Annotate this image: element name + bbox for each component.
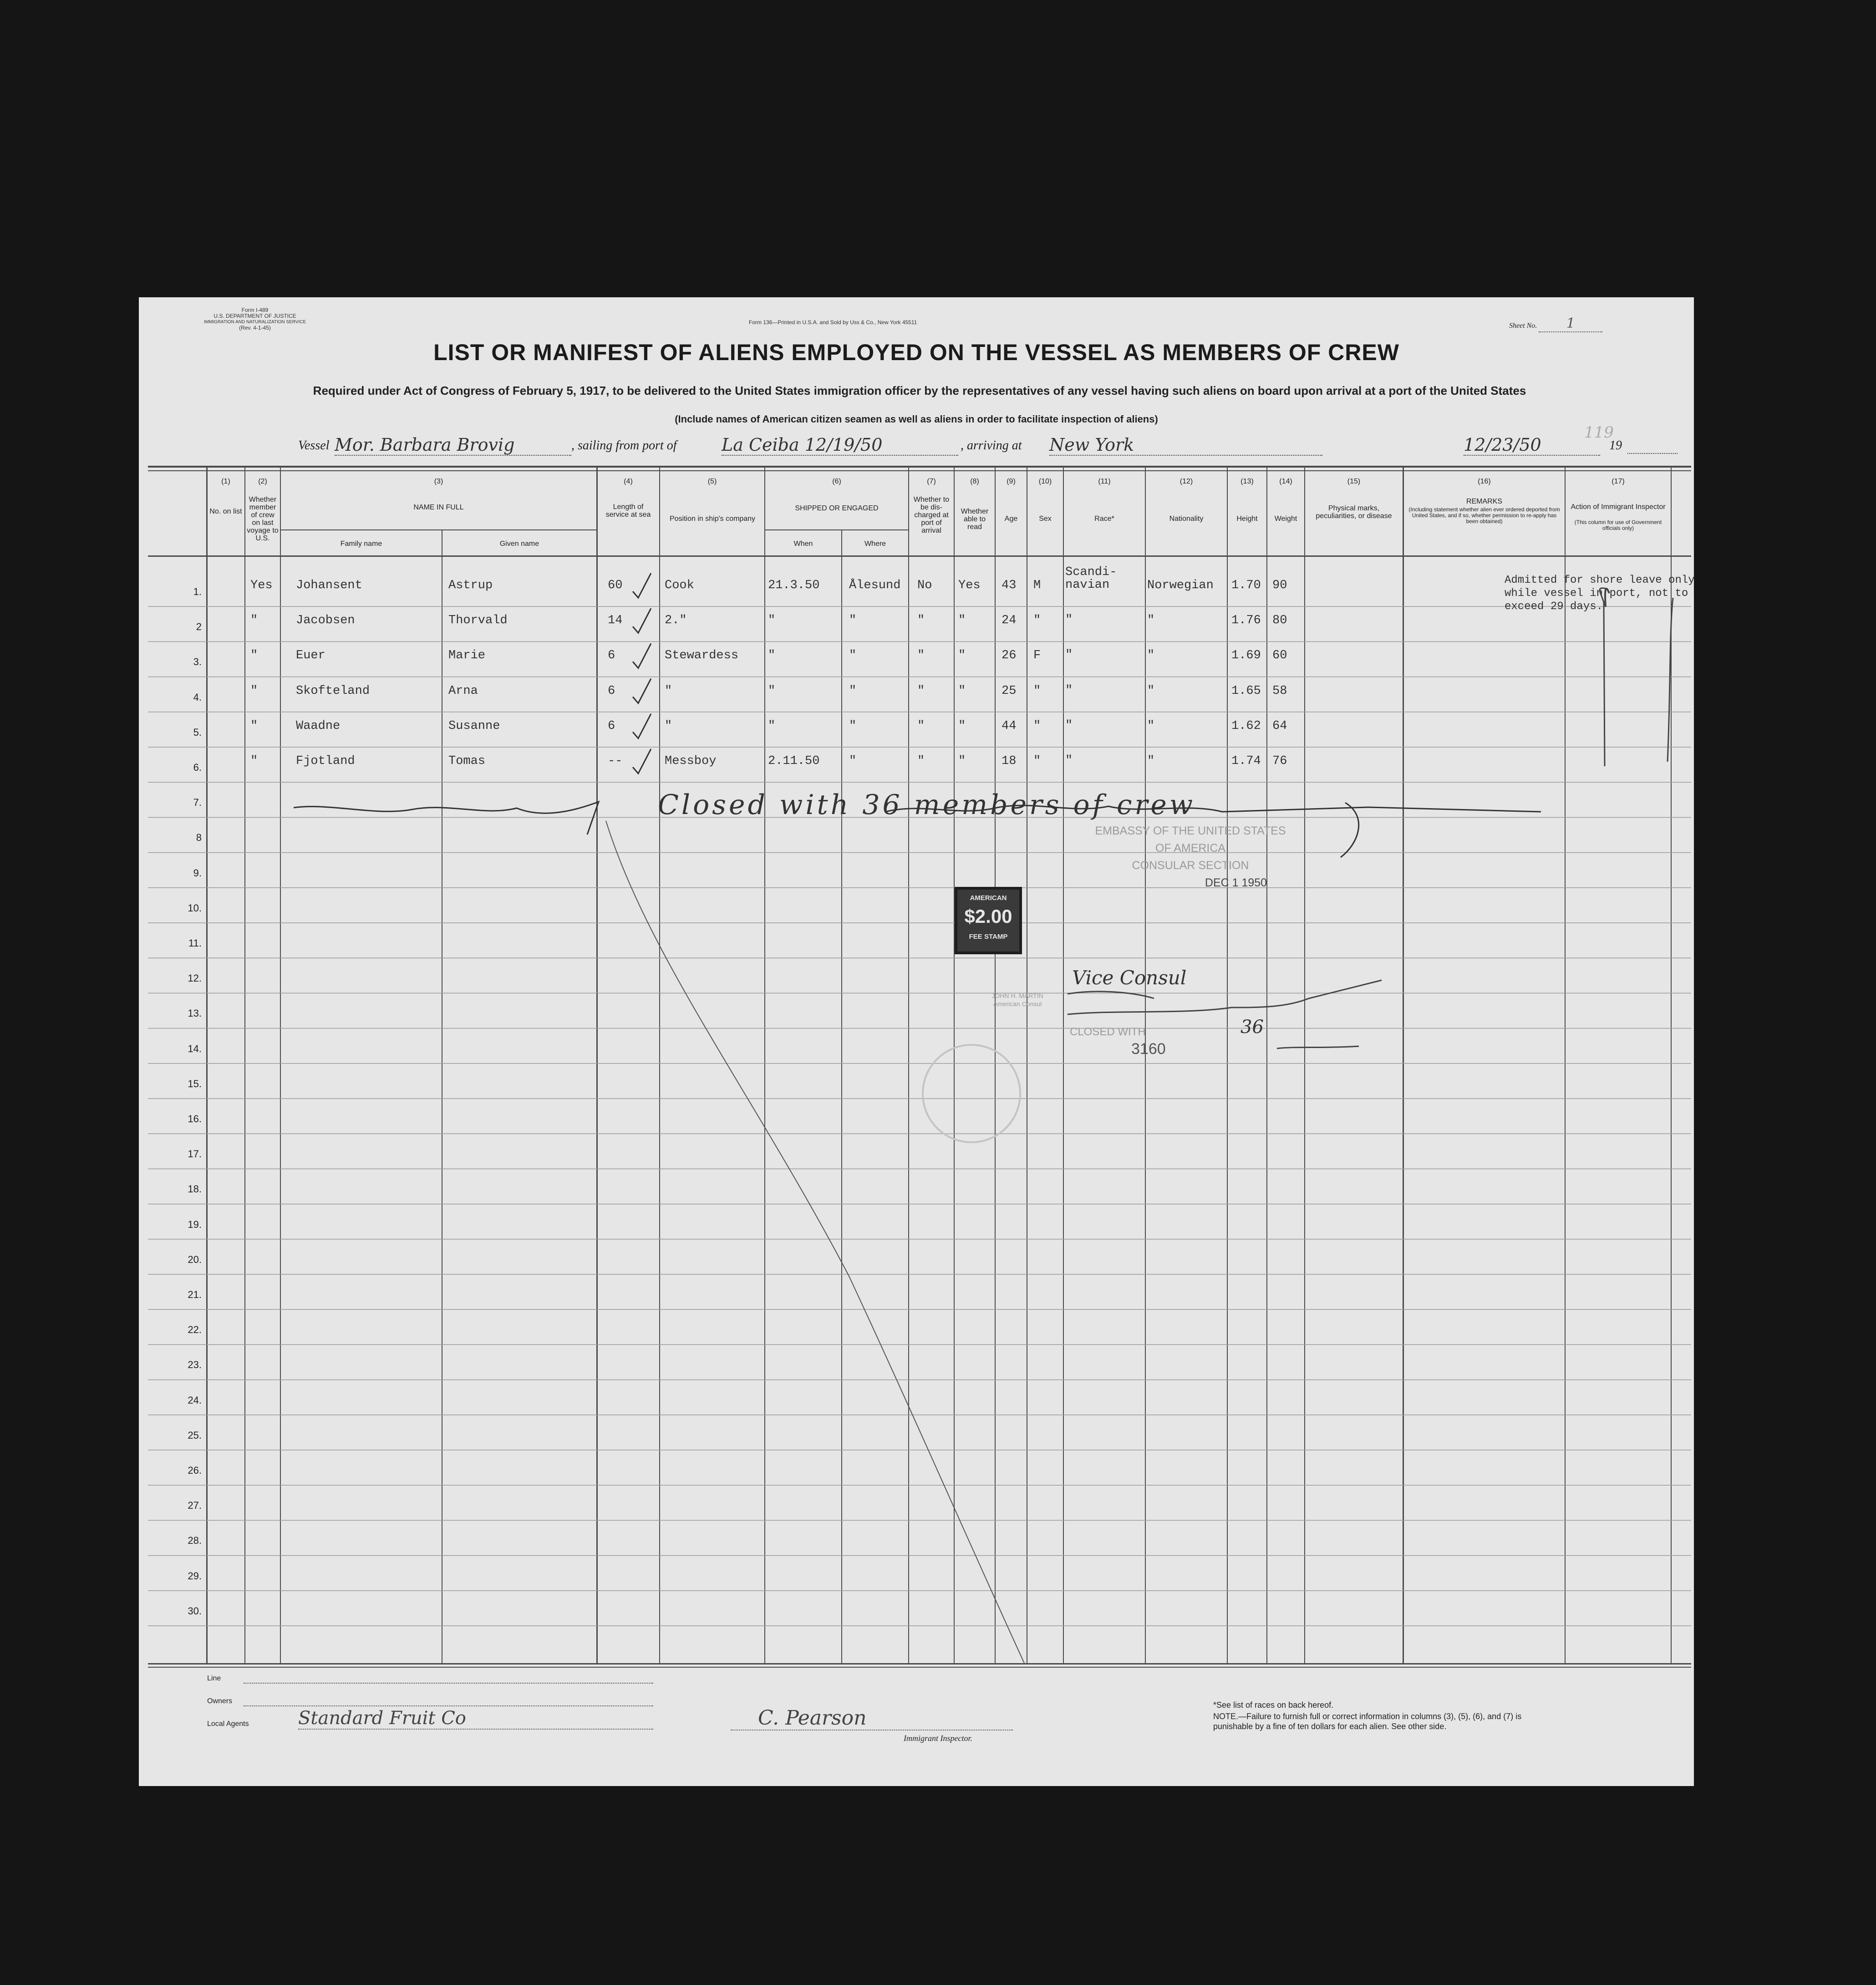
crew-nationality: Norwegian bbox=[1147, 579, 1214, 592]
sailing-label: , sailing from port of bbox=[571, 438, 677, 453]
printer-line: Form 136—Printed in U.S.A. and Sold by Uss & Co., New York 45511 bbox=[749, 319, 917, 326]
fee-stamp-top: AMERICAN bbox=[970, 894, 1007, 902]
agents-label: Local Agents bbox=[207, 1720, 249, 1728]
col-num-15: (15) bbox=[1347, 478, 1361, 485]
year-label: 19 bbox=[1609, 438, 1622, 453]
crew-family: Skofteland bbox=[296, 684, 370, 698]
fee-stamp bbox=[955, 887, 1022, 954]
crew-discharged: " bbox=[917, 649, 925, 663]
row-number: 9. bbox=[193, 867, 202, 879]
col-num-13: (13) bbox=[1240, 478, 1254, 485]
row-number: 21. bbox=[188, 1289, 202, 1300]
crew-family: Euer bbox=[296, 649, 325, 663]
arriving-label: , arriving at bbox=[961, 438, 1022, 453]
crew-where: " bbox=[849, 649, 857, 663]
row-number: 5. bbox=[193, 726, 202, 738]
col-num-16: (16) bbox=[1478, 478, 1491, 485]
crew-age: 26 bbox=[1002, 649, 1017, 663]
closed-stamp-number: 3160 bbox=[1131, 1040, 1166, 1058]
crew-when: 21.3.50 bbox=[768, 579, 820, 592]
col-header-remarks: REMARKS bbox=[1466, 498, 1503, 505]
col-header-length: Length of service at sea bbox=[605, 503, 651, 519]
row-number: 26. bbox=[188, 1465, 202, 1476]
crew-when: " bbox=[768, 684, 776, 698]
row-number: 12. bbox=[188, 972, 202, 984]
closed-note: Closed with 36 members of crew bbox=[658, 789, 1196, 821]
crew-discharged: " bbox=[917, 684, 925, 698]
embossed-seal bbox=[922, 1044, 1021, 1143]
inspector-signature: C. Pearson bbox=[731, 1706, 1013, 1731]
footer-note: NOTE.—Failure to furnish full or correct information in columns (3), (5), (6), and (7) is punishable by a fine of ten dollars for each alien. See other side. bbox=[1213, 1712, 1522, 1731]
row-number: 27. bbox=[188, 1500, 202, 1512]
consul-signature: Vice Consul bbox=[1072, 967, 1187, 989]
col-header-height: Height bbox=[1236, 515, 1258, 523]
vessel-name: Mor. Barbara Brovig bbox=[335, 435, 571, 456]
consul-name-stamp bbox=[958, 992, 1077, 1008]
row-number: 1. bbox=[193, 586, 202, 597]
consular-stamp-line2: OF AMERICA bbox=[1155, 842, 1226, 855]
col-header-given: Given name bbox=[499, 540, 539, 548]
col-num-4: (4) bbox=[624, 478, 633, 485]
crew-position: 2." bbox=[665, 614, 687, 628]
col-num-11: (11) bbox=[1098, 478, 1111, 485]
corner-number: 119 bbox=[1584, 423, 1614, 442]
crew-weight: 58 bbox=[1272, 684, 1287, 698]
crew-length: 14 bbox=[608, 614, 623, 628]
col-num-5: (5) bbox=[707, 478, 717, 485]
agents-value: Standard Fruit Co bbox=[298, 1708, 653, 1730]
consular-stamp-line3: CONSULAR SECTION bbox=[1132, 859, 1249, 872]
col-header-name: NAME IN FULL bbox=[413, 504, 464, 511]
row-number: 20. bbox=[188, 1253, 202, 1265]
arrival-date: 12/23/50 bbox=[1464, 435, 1600, 456]
col-header-no: No. on list bbox=[209, 508, 242, 515]
crew-member: " bbox=[250, 614, 258, 628]
crew-age: 25 bbox=[1002, 684, 1017, 698]
row-number: 8 bbox=[196, 832, 202, 844]
consular-stamp bbox=[1049, 822, 1332, 891]
consul-name: JOHN H. MARTIN bbox=[991, 992, 1043, 999]
row-number: 11. bbox=[188, 937, 202, 949]
crew-given: Arna bbox=[448, 684, 478, 698]
crew-where: " bbox=[849, 719, 857, 733]
col-num-17: (17) bbox=[1612, 478, 1625, 485]
revision: (Rev. 4-1-45) bbox=[239, 325, 271, 331]
crew-read: Yes bbox=[958, 579, 981, 592]
sheet-label: Sheet No. bbox=[1509, 322, 1537, 330]
crew-age: 18 bbox=[1002, 754, 1017, 768]
col-header-where: Where bbox=[864, 540, 886, 548]
inspector-label: Immigrant Inspector. bbox=[904, 1734, 972, 1743]
crew-weight: 60 bbox=[1272, 649, 1287, 663]
crew-sex: F bbox=[1033, 649, 1041, 663]
col-header-position: Position in ship's company bbox=[669, 515, 756, 523]
crew-position: " bbox=[665, 719, 672, 733]
crew-position: Messboy bbox=[665, 754, 717, 768]
crew-when: " bbox=[768, 719, 776, 733]
crew-member: " bbox=[250, 684, 258, 698]
col-num-2: (2) bbox=[258, 478, 267, 485]
row-number: 3. bbox=[193, 656, 202, 668]
crew-where: " bbox=[849, 754, 857, 768]
crew-race: " bbox=[1065, 648, 1073, 662]
crew-weight: 64 bbox=[1272, 719, 1287, 733]
col-num-1: (1) bbox=[221, 478, 230, 485]
races-note: *See list of races on back hereof. bbox=[1213, 1700, 1334, 1710]
row-number: 28. bbox=[188, 1535, 202, 1547]
crew-given: Tomas bbox=[448, 754, 486, 768]
row-number: 2 bbox=[196, 621, 202, 633]
row-number: 7. bbox=[193, 797, 202, 809]
crew-nationality: " bbox=[1147, 754, 1155, 768]
col-header-member: Whether member of crew on last voyage to U.S. bbox=[247, 496, 279, 542]
closed-stamp-count: 36 bbox=[1240, 1017, 1264, 1038]
vessel-label: Vessel bbox=[298, 438, 330, 453]
crew-length: 6 bbox=[608, 684, 615, 698]
col-header-nationality: Nationality bbox=[1169, 515, 1204, 523]
crew-height: 1.76 bbox=[1231, 614, 1261, 628]
col-num-8: (8) bbox=[970, 478, 979, 485]
crew-family: Jacobsen bbox=[296, 614, 355, 628]
row-number: 15. bbox=[188, 1078, 202, 1089]
manifest-sheet bbox=[139, 297, 1694, 1786]
row-number: 13. bbox=[188, 1008, 202, 1019]
col-header-action-note: (This column for use of Government officials only) bbox=[1574, 519, 1662, 531]
crew-sex: " bbox=[1033, 719, 1041, 733]
crew-weight: 90 bbox=[1272, 579, 1287, 592]
col-num-10: (10) bbox=[1038, 478, 1052, 485]
crew-sex: " bbox=[1033, 614, 1041, 628]
requirement-text: Required under Act of Congress of February 5, 1917, to be delivered to the United States immigration officer by the representatives of any vessel having such aliens on board upon arrival at a port of the United States bbox=[313, 384, 1526, 397]
col-header-family: Family name bbox=[340, 540, 382, 548]
col-header-sex: Sex bbox=[1039, 515, 1052, 523]
crew-position: Cook bbox=[665, 579, 694, 592]
crew-race: " bbox=[1065, 683, 1073, 697]
col-num-9: (9) bbox=[1007, 478, 1016, 485]
crew-sex: " bbox=[1033, 684, 1041, 698]
crew-sex: M bbox=[1033, 579, 1041, 592]
crew-where: Ålesund bbox=[849, 579, 901, 592]
row-number: 4. bbox=[193, 691, 202, 703]
consular-stamp-date: DEC 1 1950 bbox=[1205, 876, 1267, 889]
crew-family: Waadne bbox=[296, 719, 341, 733]
col-num-3: (3) bbox=[434, 478, 443, 485]
sailing-port: La Ceiba 12/19/50 bbox=[722, 435, 958, 456]
crew-discharged: " bbox=[917, 614, 925, 628]
crew-discharged: " bbox=[917, 754, 925, 768]
crew-given: Marie bbox=[448, 649, 486, 663]
crew-age: 24 bbox=[1002, 614, 1017, 628]
crew-position: " bbox=[665, 684, 672, 698]
crew-sex: " bbox=[1033, 754, 1041, 768]
crew-where: " bbox=[849, 614, 857, 628]
crew-height: 1.69 bbox=[1231, 649, 1261, 663]
line-rule bbox=[244, 1683, 653, 1684]
fee-stamp-value: $2.00 bbox=[964, 906, 1012, 927]
row-number: 17. bbox=[188, 1148, 202, 1160]
service: IMMIGRATION AND NATURALIZATION SERVICE bbox=[203, 320, 306, 325]
crew-length: 6 bbox=[608, 649, 615, 663]
col-num-12: (12) bbox=[1179, 478, 1193, 485]
crew-race: " bbox=[1065, 754, 1073, 768]
crew-where: " bbox=[849, 684, 857, 698]
row-number: 23. bbox=[188, 1359, 202, 1371]
crew-length: 60 bbox=[608, 579, 623, 592]
crew-member: Yes bbox=[250, 579, 273, 592]
crew-when: 2.11.50 bbox=[768, 754, 820, 768]
crew-discharged: No bbox=[917, 579, 932, 592]
row-number: 29. bbox=[188, 1570, 202, 1582]
crew-given: Thorvald bbox=[448, 614, 508, 628]
handwritten-marks bbox=[139, 297, 1694, 1786]
consular-stamp-line1: EMBASSY OF THE UNITED STATES bbox=[1095, 825, 1286, 837]
crew-age: 44 bbox=[1002, 719, 1017, 733]
crew-given: Susanne bbox=[448, 719, 500, 733]
crew-weight: 80 bbox=[1272, 614, 1287, 628]
crew-when: " bbox=[768, 649, 776, 663]
crew-height: 1.70 bbox=[1231, 579, 1261, 592]
crew-height: 1.74 bbox=[1231, 754, 1261, 768]
col-num-7: (7) bbox=[927, 478, 936, 485]
arriving-port: New York bbox=[1049, 435, 1322, 456]
row-number: 22. bbox=[188, 1324, 202, 1336]
closed-stamp-label: CLOSED WITH bbox=[1070, 1026, 1146, 1038]
crew-family: Fjotland bbox=[296, 754, 355, 768]
col-num-14: (14) bbox=[1279, 478, 1292, 485]
row-number: 30. bbox=[188, 1605, 202, 1617]
crew-read: " bbox=[958, 754, 966, 768]
crew-weight: 76 bbox=[1272, 754, 1287, 768]
include-note: (Include names of American citizen seamen as well as aliens in order to facilitate inspection of aliens) bbox=[675, 413, 1158, 425]
crew-age: 43 bbox=[1002, 579, 1017, 592]
crew-member: " bbox=[250, 649, 258, 663]
crew-position: Stewardess bbox=[665, 649, 739, 663]
row-number: 16. bbox=[188, 1113, 202, 1125]
crew-nationality: " bbox=[1147, 684, 1155, 698]
col-header-weight: Weight bbox=[1274, 515, 1297, 523]
crew-read: " bbox=[958, 649, 966, 663]
col-header-shipped: SHIPPED OR ENGAGED bbox=[795, 504, 879, 512]
crew-race: Scandi-navian bbox=[1065, 565, 1117, 592]
col-header-remarks-note: (Including statement whether alien ever ordered deported from United States, and if so, whether permission to re-apply has been obtained) bbox=[1408, 506, 1560, 524]
col-header-age: Age bbox=[1004, 515, 1018, 523]
crew-given: Astrup bbox=[448, 579, 493, 592]
sheet-value: 1 bbox=[1539, 316, 1602, 332]
crew-family: Johansent bbox=[296, 579, 362, 592]
form-number: Form I-489 bbox=[241, 307, 269, 313]
crew-read: " bbox=[958, 719, 966, 733]
crew-height: 1.65 bbox=[1231, 684, 1261, 698]
col-header-discharged: Whether to be dis-charged at port of arrival bbox=[913, 496, 950, 534]
col-header-read: Whether able to read bbox=[961, 508, 989, 531]
col-header-action: Action of Immigrant Inspector bbox=[1571, 503, 1666, 511]
remarks-text: Admitted for shore leave only while vessel in port, not to exceed 29 days. bbox=[1505, 574, 1695, 613]
row-number: 24. bbox=[188, 1394, 202, 1406]
crew-race: " bbox=[1065, 613, 1073, 627]
col-header-physical: Physical marks, peculiarities, or disease bbox=[1316, 504, 1392, 520]
col-num-6: (6) bbox=[832, 478, 841, 485]
row-number: 19. bbox=[188, 1218, 202, 1230]
row-number: 6. bbox=[193, 762, 202, 773]
crew-nationality: " bbox=[1147, 614, 1155, 628]
col-header-race: Race* bbox=[1094, 515, 1114, 523]
row-number: 10. bbox=[188, 902, 202, 914]
crew-member: " bbox=[250, 754, 258, 768]
owners-label: Owners bbox=[207, 1697, 233, 1705]
crew-discharged: " bbox=[917, 719, 925, 733]
crew-nationality: " bbox=[1147, 649, 1155, 663]
crew-length: -- bbox=[608, 754, 623, 768]
fee-stamp-bottom: FEE STAMP bbox=[969, 933, 1008, 941]
crew-member: " bbox=[250, 719, 258, 733]
crew-read: " bbox=[958, 614, 966, 628]
crew-race: " bbox=[1065, 718, 1073, 733]
crew-read: " bbox=[958, 684, 966, 698]
row-number: 25. bbox=[188, 1429, 202, 1441]
col-header-when: When bbox=[793, 540, 813, 548]
crew-nationality: " bbox=[1147, 719, 1155, 733]
row-number: 18. bbox=[188, 1183, 202, 1195]
crew-when: " bbox=[768, 614, 776, 628]
department: U.S. DEPARTMENT OF JUSTICE bbox=[214, 313, 296, 319]
consul-title: American Consul bbox=[993, 1000, 1042, 1008]
owners-rule bbox=[244, 1705, 653, 1706]
page-title: LIST OR MANIFEST OF ALIENS EMPLOYED ON THE VESSEL AS MEMBERS OF CREW bbox=[433, 340, 1399, 365]
row-number: 14. bbox=[188, 1043, 202, 1054]
crew-length: 6 bbox=[608, 719, 615, 733]
crew-height: 1.62 bbox=[1231, 719, 1261, 733]
line-label: Line bbox=[207, 1675, 221, 1682]
